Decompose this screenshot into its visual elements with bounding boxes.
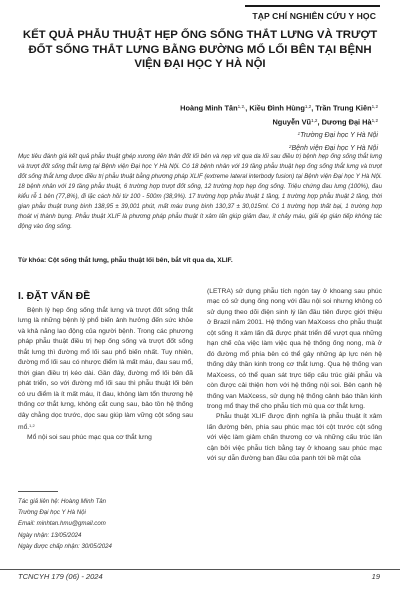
body-paragraph: (LETRA) sử dụng phẫu tích ngón tay ở khoang sau phúc mạc có sử dụng ống nong với đầu nội soi nhưng không có sử dụng theo dõi điện sinh lý lần đầu tiên được giới thiệu ở Brazil năm 2001. Hệ thống van MaXcess cho phẫu thuật cột sống ít xâm lấn đã được phát triển để vượt qua những hạn chế của việc làm việc qua hệ thống ống nong, mà ở đó đường mổ phía bên có thể gây những áp lực nén hệ thống dây thần kinh trong cơ thắt lưng. Qua hệ thống van MaXcess, có thể quan sát trực tiếp cấu trúc giải phẫu và còn được cải thiện hơn với hệ thống nội soi. Bên cạnh hệ thống van MaXcess, sử dụng hệ thống cảnh báo thần kinh trong mổ thay thế cho phẫu tích mù qua cơ thắt lưng. bbox=[207, 288, 382, 410]
footnote-rule bbox=[18, 491, 58, 492]
footnote-author: Tác giả liên hệ: Hoàng Minh Tân bbox=[18, 498, 107, 505]
footnote-affiliation: Trường Đại học Y Hà Nội bbox=[18, 509, 86, 517]
footnote-received: Ngày nhận: 13/05/2024 bbox=[18, 531, 82, 539]
correspondence-footnote bbox=[18, 496, 193, 552]
author-affil-sup: 1,2, bbox=[237, 104, 246, 109]
page-number: 19 bbox=[371, 572, 380, 581]
affiliation-item: $^1$Trường Đại học Y Hà Nội bbox=[297, 131, 378, 139]
author-affil-sup: 1,2 bbox=[371, 118, 378, 123]
body-paragraph: Bệnh lý hẹp ống sống thắt lưng và trượt đốt sống thắt lưng là những bệnh lý phổ biến ảnh hưởng đến sức khỏe và khả năng lao động của người bệnh. Trong các phương pháp phẫu thuật điều trị hẹp ống sống và trượt đốt sống thắt lưng thì đường mổ lối sau phổ biến nhất. Tuy nhiên, đường mổ lối sau có nhược điểm là mất máu, đau sau mổ, thời gian điều trị kéo dài. Gần đây, đường mổ lối bên đã phát triển, so với đường mổ lối sau thì phẫu thuật lối bên có ưu điểm là ít mất máu, ít đau, không làm tổn thương hệ thống cơ thắt lưng, không cắt cung sau, bảo tồn hệ thống dây chằng dọc trước, dọc sau giúp làm vững cột sống sau mổ.$^{1,2}$ bbox=[18, 307, 193, 431]
abstract: Mục tiêu đánh giá kết quả phẫu thuật ghép xương liên thân đốt lối bên và nẹp vít qua da lối sau điều trị bệnh hẹp ống sống thắt lưng và trượt đốt sống thắt lưng tại Bệnh viện Đại học Y Hà Nội. Có 18 bệnh nhân với 19 tầng phẫu thuật hẹp ống sống thắt lưng và trượt đốt sống thắt lưng được điều trị phẫu thuật bằng phương pháp XLIF (extreme lateral interbody fusion) tại Bệnh viện Đại học Y Hà Nội. 18 bệnh nhân với 19 tầng phẫu thuật, 6 trường hợp trượt đốt sống, 12 trường hợp hẹp ống sống. Triệu chứng đau lưng (100%), đau kiểu rễ 1 bên (77,8%), đi lặc cách hồi từ 100 - 500m (38,9%). 17 trường hợp phẫu thuật 1 tầng, 1 trường hợp phẫu thuật 2 tầng, thời gian phẫu thuật trung bình 138,95 ± 39,001 phút, mất máu trung bình 130,37 ± 30,015ml. Có 1 trường hợp thất bại, 1 trường hợp thoát vị thành bụng. Phẫu thuật XLIF là phương pháp phẫu thuật ít xâm lấn giúp giảm đau, ít chảy máu, giải ép gián tiếp không tác động vào ống sống. bbox=[18, 153, 382, 230]
affiliation-item: $^2$Bệnh viện Đại học Y Hà Nội bbox=[289, 144, 378, 152]
keywords: Từ khóa: Cột sống thắt lưng, phẫu thuật lối bên, bắt vít qua da, XLIF. bbox=[18, 257, 233, 264]
author-affil-sup: 1,2 bbox=[304, 104, 312, 109]
header-rule bbox=[245, 5, 380, 7]
author-name: Kiều Đình Hùng bbox=[249, 103, 305, 113]
author-list: Hoàng Minh Tân$^{1,2,}$, Kiều Đình Hùng$^{1,2}$, Trần Trung Kiên$^{1,2}$ Nguyễn Vũ$^{1,2}$, Dương Đại Hà$^{1,2}$ bbox=[180, 103, 378, 127]
body-paragraph: Phẫu thuật XLIF được định nghĩa là phẫu thuật ít xâm lấn đường bên, phía sau phúc mạc tới cột trước cột sống với việc làm giảm chấn thương cơ và những cấu trúc lân cận bởi việc phẫu tích bằng tay ở khoang sau phúc mạc với sự dẫn đường ban đầu của panh tới bề mặt của bbox=[207, 413, 382, 463]
citation-sup: 1,2 bbox=[29, 422, 35, 428]
author-name: Hoàng Minh Tân bbox=[180, 103, 238, 113]
author-affil-sup: 1,2 bbox=[311, 118, 318, 123]
footnote-email: Email: minhtan.hmu@gmail.com bbox=[18, 520, 106, 528]
body-column-left bbox=[18, 306, 193, 444]
author-name: Dương Đại Hà bbox=[321, 117, 372, 127]
journal-section-tag: TẠP CHÍ NGHIÊN CỨU Y HỌC bbox=[252, 11, 376, 21]
body-column-right bbox=[207, 287, 382, 465]
journal-citation: TCNCYH 179 (06) - 2024 bbox=[18, 572, 103, 581]
footnote-accepted: Ngày được chấp nhận: 30/05/2024 bbox=[18, 542, 112, 550]
body-paragraph: Mổ nội soi sau phúc mạc qua cơ thắt lưng bbox=[27, 434, 152, 442]
article-title: KẾT QUẢ PHẪU THUẬT HẸP ỐNG SỐNG THẮT LƯNG VÀ TRƯỢT ĐỐT SỐNG THẮT LƯNG BẰNG ĐƯỜNG MỔ LỐI BÊN TẠI BỆNH VIỆN ĐẠI HỌC Y HÀ NỘI bbox=[22, 29, 378, 71]
author-affil-sup: 1,2 bbox=[371, 104, 378, 109]
section-heading: I. ĐẶT VẤN ĐỀ bbox=[18, 291, 91, 302]
author-name: Nguyễn Vũ bbox=[272, 117, 312, 127]
author-name: Trần Trung Kiên bbox=[315, 103, 372, 113]
affiliations bbox=[128, 128, 378, 154]
footer-rule bbox=[0, 569, 400, 570]
